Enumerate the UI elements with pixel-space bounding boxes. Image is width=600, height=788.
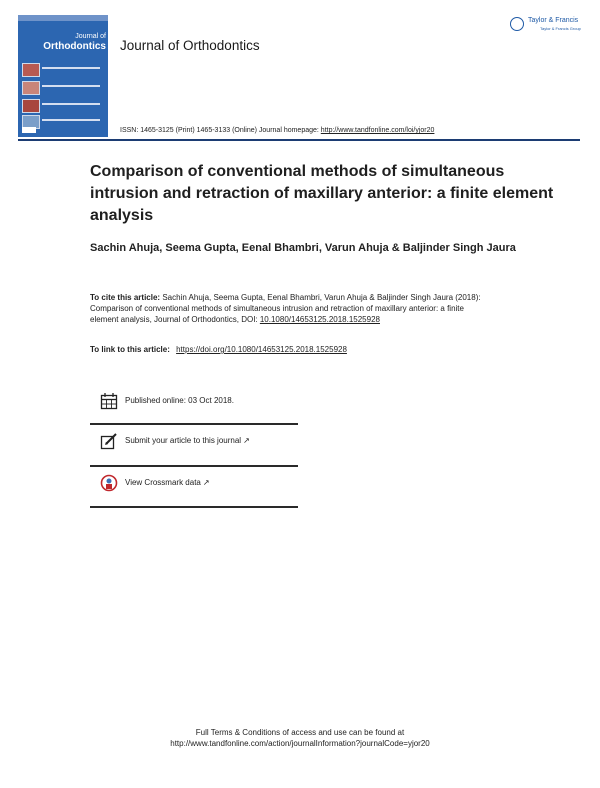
citation-block	[90, 292, 490, 325]
footer	[0, 727, 600, 749]
tf-circle-icon	[510, 17, 524, 31]
published-online-text: Published online: 03 Oct 2018.	[125, 396, 234, 405]
cover-thumbnail-2	[22, 81, 40, 95]
cover-top-band	[18, 15, 108, 21]
article-link-line	[90, 345, 347, 354]
cover-publisher-logo	[22, 127, 36, 133]
external-link-icon: ↗	[243, 436, 250, 445]
external-link-icon: ↗	[202, 478, 210, 487]
cover-text-line	[42, 103, 100, 105]
calendar-icon	[100, 392, 118, 410]
article-authors: Sachin Ahuja, Seema Gupta, Eenal Bhambri, Varun Ahuja & Baljinder Singh Jaura	[90, 242, 516, 254]
journal-homepage-link[interactable]: http://www.tandfonline.com/loi/yjor20	[320, 127, 435, 134]
edit-icon	[100, 432, 118, 450]
crossmark-link[interactable]	[125, 478, 210, 487]
cover-title-small: Journal of	[75, 33, 106, 40]
article-title: Comparison of conventional methods of simultaneous intrusion and retraction of maxillary anterior: a finite element analysis	[90, 163, 554, 224]
crossmark-text: View Crossmark data	[125, 478, 201, 487]
journal-cover	[18, 15, 108, 137]
crossmark-icon	[100, 474, 118, 492]
citation-text: Sachin Ahuja, Seema Gupta, Eenal Bhambri, Varun Ahuja & Baljinder Singh Jaura (2018): Comparison of conventional methods of simultaneous intrusion and retraction of maxillary anterior: a finite element analysis, Journal of Orthodontics, DOI:	[90, 293, 481, 324]
cover-text-line	[42, 67, 100, 69]
citation-doi-link[interactable]: 10.1080/14653125.2018.1525928	[259, 315, 380, 324]
row-divider	[90, 423, 298, 425]
publisher-subname: Taylor & Francis Group	[540, 26, 581, 31]
row-divider	[90, 465, 298, 467]
footer-terms-text: Full Terms & Conditions of access and use can be found at	[195, 728, 405, 737]
publisher-name: Taylor & Francis	[528, 17, 579, 24]
cover-thumbnail-1	[22, 63, 40, 77]
submit-article-link[interactable]	[125, 436, 250, 445]
taylor-francis-logo-icon[interactable]	[510, 14, 586, 36]
footer-terms-link[interactable]: http://www.tandfonline.com/action/journalInformation?journalCode=yjor20	[170, 739, 430, 748]
cover-text-line	[42, 119, 100, 121]
submit-article-text: Submit your article to this journal	[125, 436, 242, 445]
cover-thumbnail-3	[22, 99, 40, 113]
header-divider	[18, 139, 580, 141]
article-doi-link[interactable]: https://doi.org/10.1080/14653125.2018.1525928	[176, 345, 347, 354]
article-link-label: To link to this article:	[90, 345, 170, 354]
cover-text-line	[42, 85, 100, 87]
issn-line	[120, 127, 434, 134]
row-divider	[90, 506, 298, 508]
cover-title: Orthodontics	[43, 41, 106, 52]
journal-name[interactable]: Journal of Orthodontics	[120, 38, 260, 53]
issn-text: ISSN: 1465-3125 (Print) 1465-3133 (Online) Journal homepage:	[120, 127, 319, 134]
citation-label: To cite this article:	[90, 293, 161, 302]
